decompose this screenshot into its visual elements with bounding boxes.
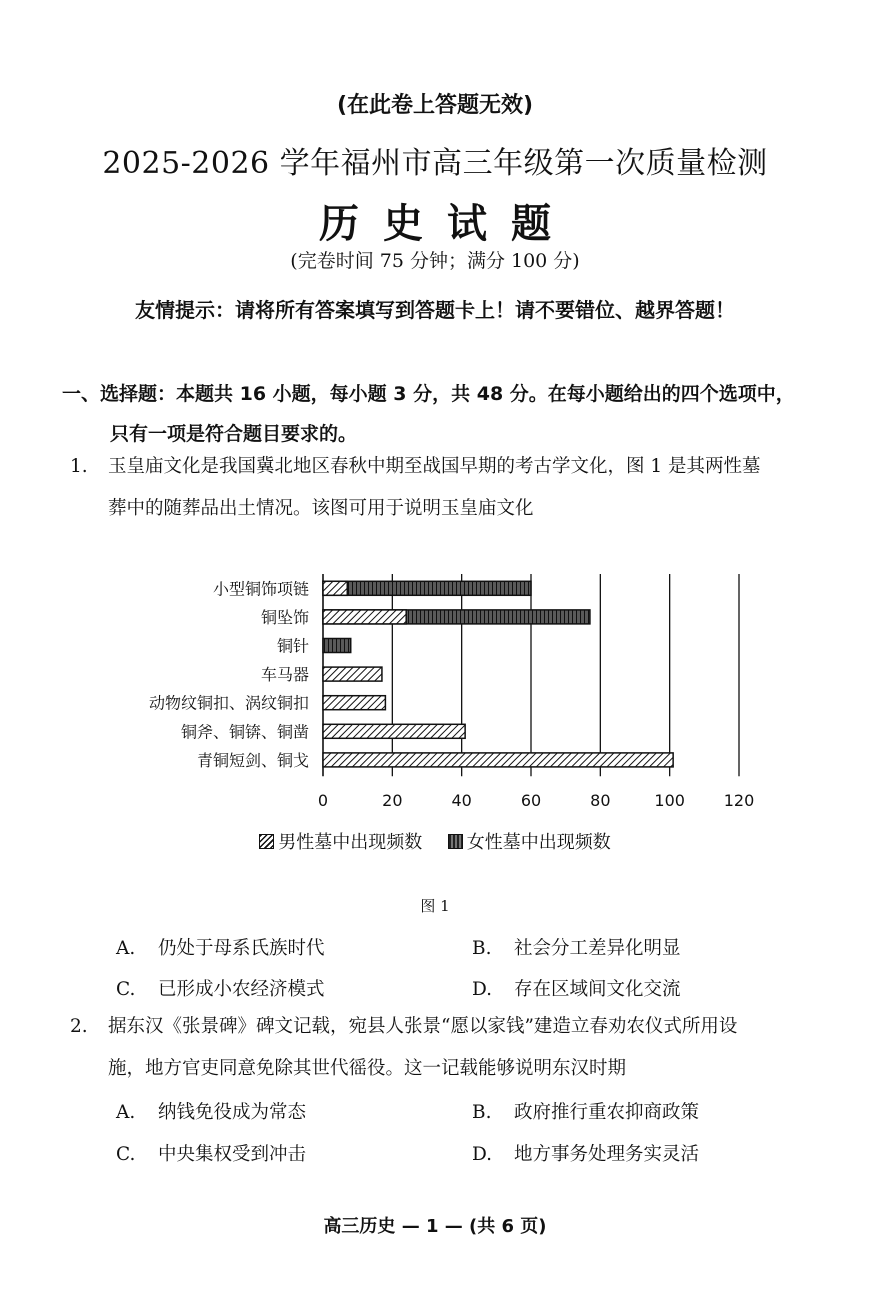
legend-swatch-male bbox=[259, 834, 274, 849]
option-letter: B. bbox=[472, 1102, 492, 1123]
question-1-line2: 葬中的随葬品出土情况。该图可用于说明玉皇庙文化 bbox=[108, 498, 534, 519]
section-heading-line2: 只有一项是符合题目要求的。 bbox=[110, 423, 358, 445]
option-text: 仍处于母系氏族时代 bbox=[158, 938, 325, 959]
category-label: 车马器 bbox=[260, 665, 309, 685]
time-info: (完卷时间 75 分钟；满分 100 分) bbox=[290, 250, 580, 272]
option-letter: C. bbox=[116, 1144, 136, 1165]
x-tick-label: 100 bbox=[654, 791, 685, 811]
option-text: 已形成小农经济模式 bbox=[158, 979, 325, 1000]
section-heading bbox=[62, 374, 852, 454]
option-letter: D. bbox=[472, 1144, 493, 1165]
option-a bbox=[116, 1098, 306, 1124]
category-label: 动物纹铜扣、涡纹铜扣 bbox=[148, 693, 309, 713]
question-2 bbox=[70, 1006, 840, 1090]
x-tick-label: 20 bbox=[382, 791, 403, 811]
question-2-line1: 据东汉《张景碑》碑文记载，宛县人张景“愿以家钱”建造立春劝农仪式所用设 bbox=[108, 1016, 738, 1037]
option-a bbox=[116, 934, 325, 960]
option-letter: C. bbox=[116, 979, 136, 1000]
option-letter: B. bbox=[472, 938, 492, 959]
bar-male bbox=[323, 667, 382, 681]
bar-male bbox=[323, 696, 385, 710]
option-letter: A. bbox=[116, 938, 136, 959]
legend-swatch-female bbox=[448, 834, 463, 849]
bar-male bbox=[323, 724, 465, 738]
option-d bbox=[472, 975, 681, 1001]
option-b bbox=[472, 1098, 699, 1124]
option-text: 存在区域间文化交流 bbox=[514, 979, 681, 1000]
option-c bbox=[116, 975, 325, 1001]
category-label: 铜坠饰 bbox=[260, 607, 309, 627]
category-label: 小型铜饰项链 bbox=[212, 579, 309, 599]
bar-chart bbox=[0, 560, 870, 820]
exam-title: 2025-2026 学年福州市高三年级第一次质量检测 bbox=[102, 146, 768, 181]
option-text: 社会分工差异化明显 bbox=[514, 938, 681, 959]
page-footer: 高三历史 — 1 — (共 6 页) bbox=[323, 1216, 547, 1237]
option-text: 地方事务处理务实灵活 bbox=[514, 1144, 700, 1165]
option-text: 政府推行重农抑商政策 bbox=[514, 1102, 700, 1123]
friendly-tip: 友情提示：请将所有答案填写到答题卡上！请不要错位、越界答题！ bbox=[135, 298, 735, 322]
invalid-notice: (在此卷上答题无效) bbox=[336, 93, 534, 118]
option-text: 中央集权受到冲击 bbox=[158, 1144, 307, 1165]
bar-male bbox=[323, 753, 673, 767]
x-tick-label: 80 bbox=[590, 791, 611, 811]
chart-legend bbox=[0, 828, 870, 854]
option-text: 纳钱免役成为常态 bbox=[158, 1102, 307, 1123]
section-heading-line1: 一、选择题：本题共 16 小题，每小题 3 分，共 48 分。在每小题给出的四个选项中， bbox=[62, 383, 795, 405]
bar-male bbox=[323, 581, 347, 595]
x-tick-label: 0 bbox=[317, 791, 329, 811]
question-number: 2. bbox=[70, 1016, 88, 1037]
figure-caption: 图 1 bbox=[420, 897, 450, 915]
question-1 bbox=[70, 446, 840, 530]
category-label: 铜斧、铜锛、铜凿 bbox=[180, 722, 309, 742]
bar-male bbox=[323, 610, 406, 624]
option-letter: A. bbox=[116, 1102, 136, 1123]
bar-female bbox=[323, 581, 531, 595]
option-b bbox=[472, 934, 681, 960]
legend-label-female: 女性墓中出现频数 bbox=[466, 832, 611, 853]
category-label: 铜针 bbox=[276, 636, 309, 656]
category-label: 青铜短剑、铜戈 bbox=[196, 750, 309, 770]
x-tick-label: 40 bbox=[451, 791, 472, 811]
option-c bbox=[116, 1140, 306, 1166]
x-tick-label: 60 bbox=[520, 791, 542, 811]
bar-female bbox=[323, 639, 351, 653]
option-d bbox=[472, 1140, 699, 1166]
option-letter: D. bbox=[472, 979, 493, 1000]
question-number: 1. bbox=[70, 456, 88, 477]
subject-title: 历史试题 bbox=[319, 201, 575, 247]
question-2-line2: 施，地方官吏同意免除其世代徭役。这一记载能够说明东汉时期 bbox=[108, 1058, 627, 1079]
x-tick-label: 120 bbox=[723, 791, 755, 811]
question-1-line1: 玉皇庙文化是我国冀北地区春秋中期至战国早期的考古学文化，图 1 是其两性墓 bbox=[108, 456, 761, 477]
legend-label-male: 男性墓中出现频数 bbox=[278, 832, 423, 853]
